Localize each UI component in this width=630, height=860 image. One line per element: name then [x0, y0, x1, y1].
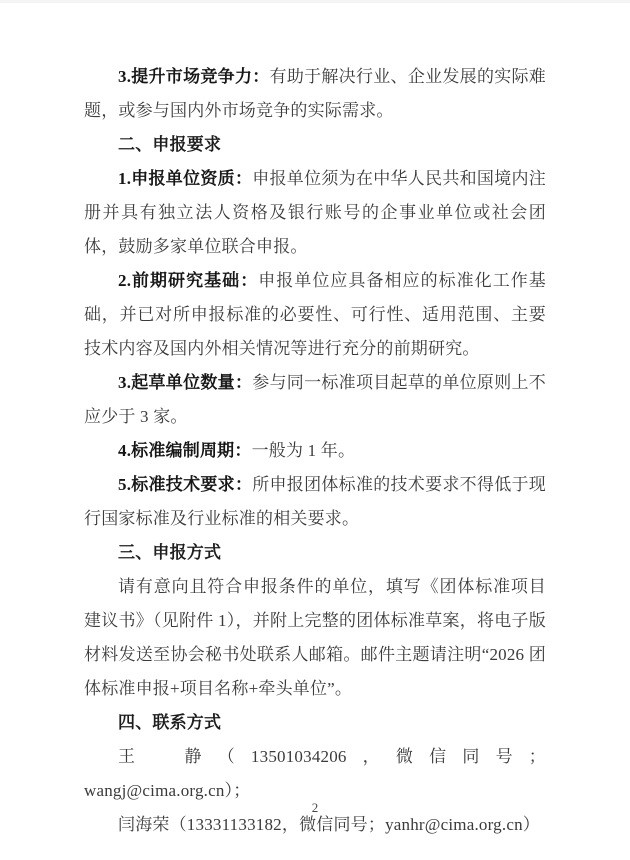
- paragraph-label: 1.申报单位资质：: [118, 169, 253, 188]
- page-number: 2: [311, 800, 319, 815]
- section-heading-application-requirements: 二、申报要求: [118, 135, 222, 154]
- paragraph-application-method: [84, 570, 546, 706]
- paragraph-text: 申报单位应具备相应的标准化工作基础，并已对所申报标准的必要性、可行性、适用范围、主要技术内容及国内外相关情况等进行充分的前期研究。: [84, 271, 546, 358]
- paragraph-preliminary-research: [84, 264, 546, 366]
- paragraph-text: 王 静（13501034206，微信同号；wangj@cima.org.cn）；: [84, 747, 546, 800]
- paragraph-technical-requirements: [84, 468, 546, 536]
- paragraph-text: 闫海荣（13331133182，微信同号；yanhr@cima.org.cn）: [118, 815, 540, 834]
- paragraph-standard-development-period: [84, 434, 546, 468]
- paragraph-label: 2.前期研究基础：: [118, 271, 259, 290]
- paragraph-text: 一般为 1 年。: [251, 441, 356, 460]
- paragraph-market-competitiveness: [84, 60, 546, 128]
- paragraph-drafting-units-count: [84, 366, 546, 434]
- document-body: [84, 60, 546, 842]
- paragraph-label: 5.标准技术要求：: [118, 475, 253, 494]
- paragraph-text: 有助于解决行业、企业发展的实际难题，或参与国内外市场竞争的实际需求。: [84, 67, 547, 120]
- paragraph-label: 3.提升市场竞争力：: [118, 67, 270, 86]
- paragraph-text: 申报单位须为在中华人民共和国境内注册并具有独立法人资格及银行账号的企事业单位或社会团体，鼓励多家单位联合申报。: [84, 169, 546, 256]
- paragraph-text: 请有意向且符合申报条件的单位，填写《团体标准项目建议书》（见附件 1），并附上完整的团体标准草案，将电子版材料发送至协会秘书处联系人邮箱。邮件主题请注明“2026 团体标准申报+项目名称+牵头单位”。: [84, 577, 546, 698]
- paragraph-applicant-qualification: [84, 162, 546, 264]
- paragraph-label: 4.标准编制周期：: [118, 441, 252, 460]
- section-heading-application-method: 三、申报方式: [118, 543, 222, 562]
- page-top-edge: [0, 0, 630, 3]
- paragraph-text: 参与同一标准项目起草的单位原则上不应少于 3 家。: [84, 373, 546, 426]
- paragraph-label: 3.起草单位数量：: [118, 373, 253, 392]
- paragraph-text: 所申报团体标准的技术要求不得低于现行国家标准及行业标准的相关要求。: [84, 475, 546, 528]
- section-heading-contact-info: 四、联系方式: [118, 713, 222, 732]
